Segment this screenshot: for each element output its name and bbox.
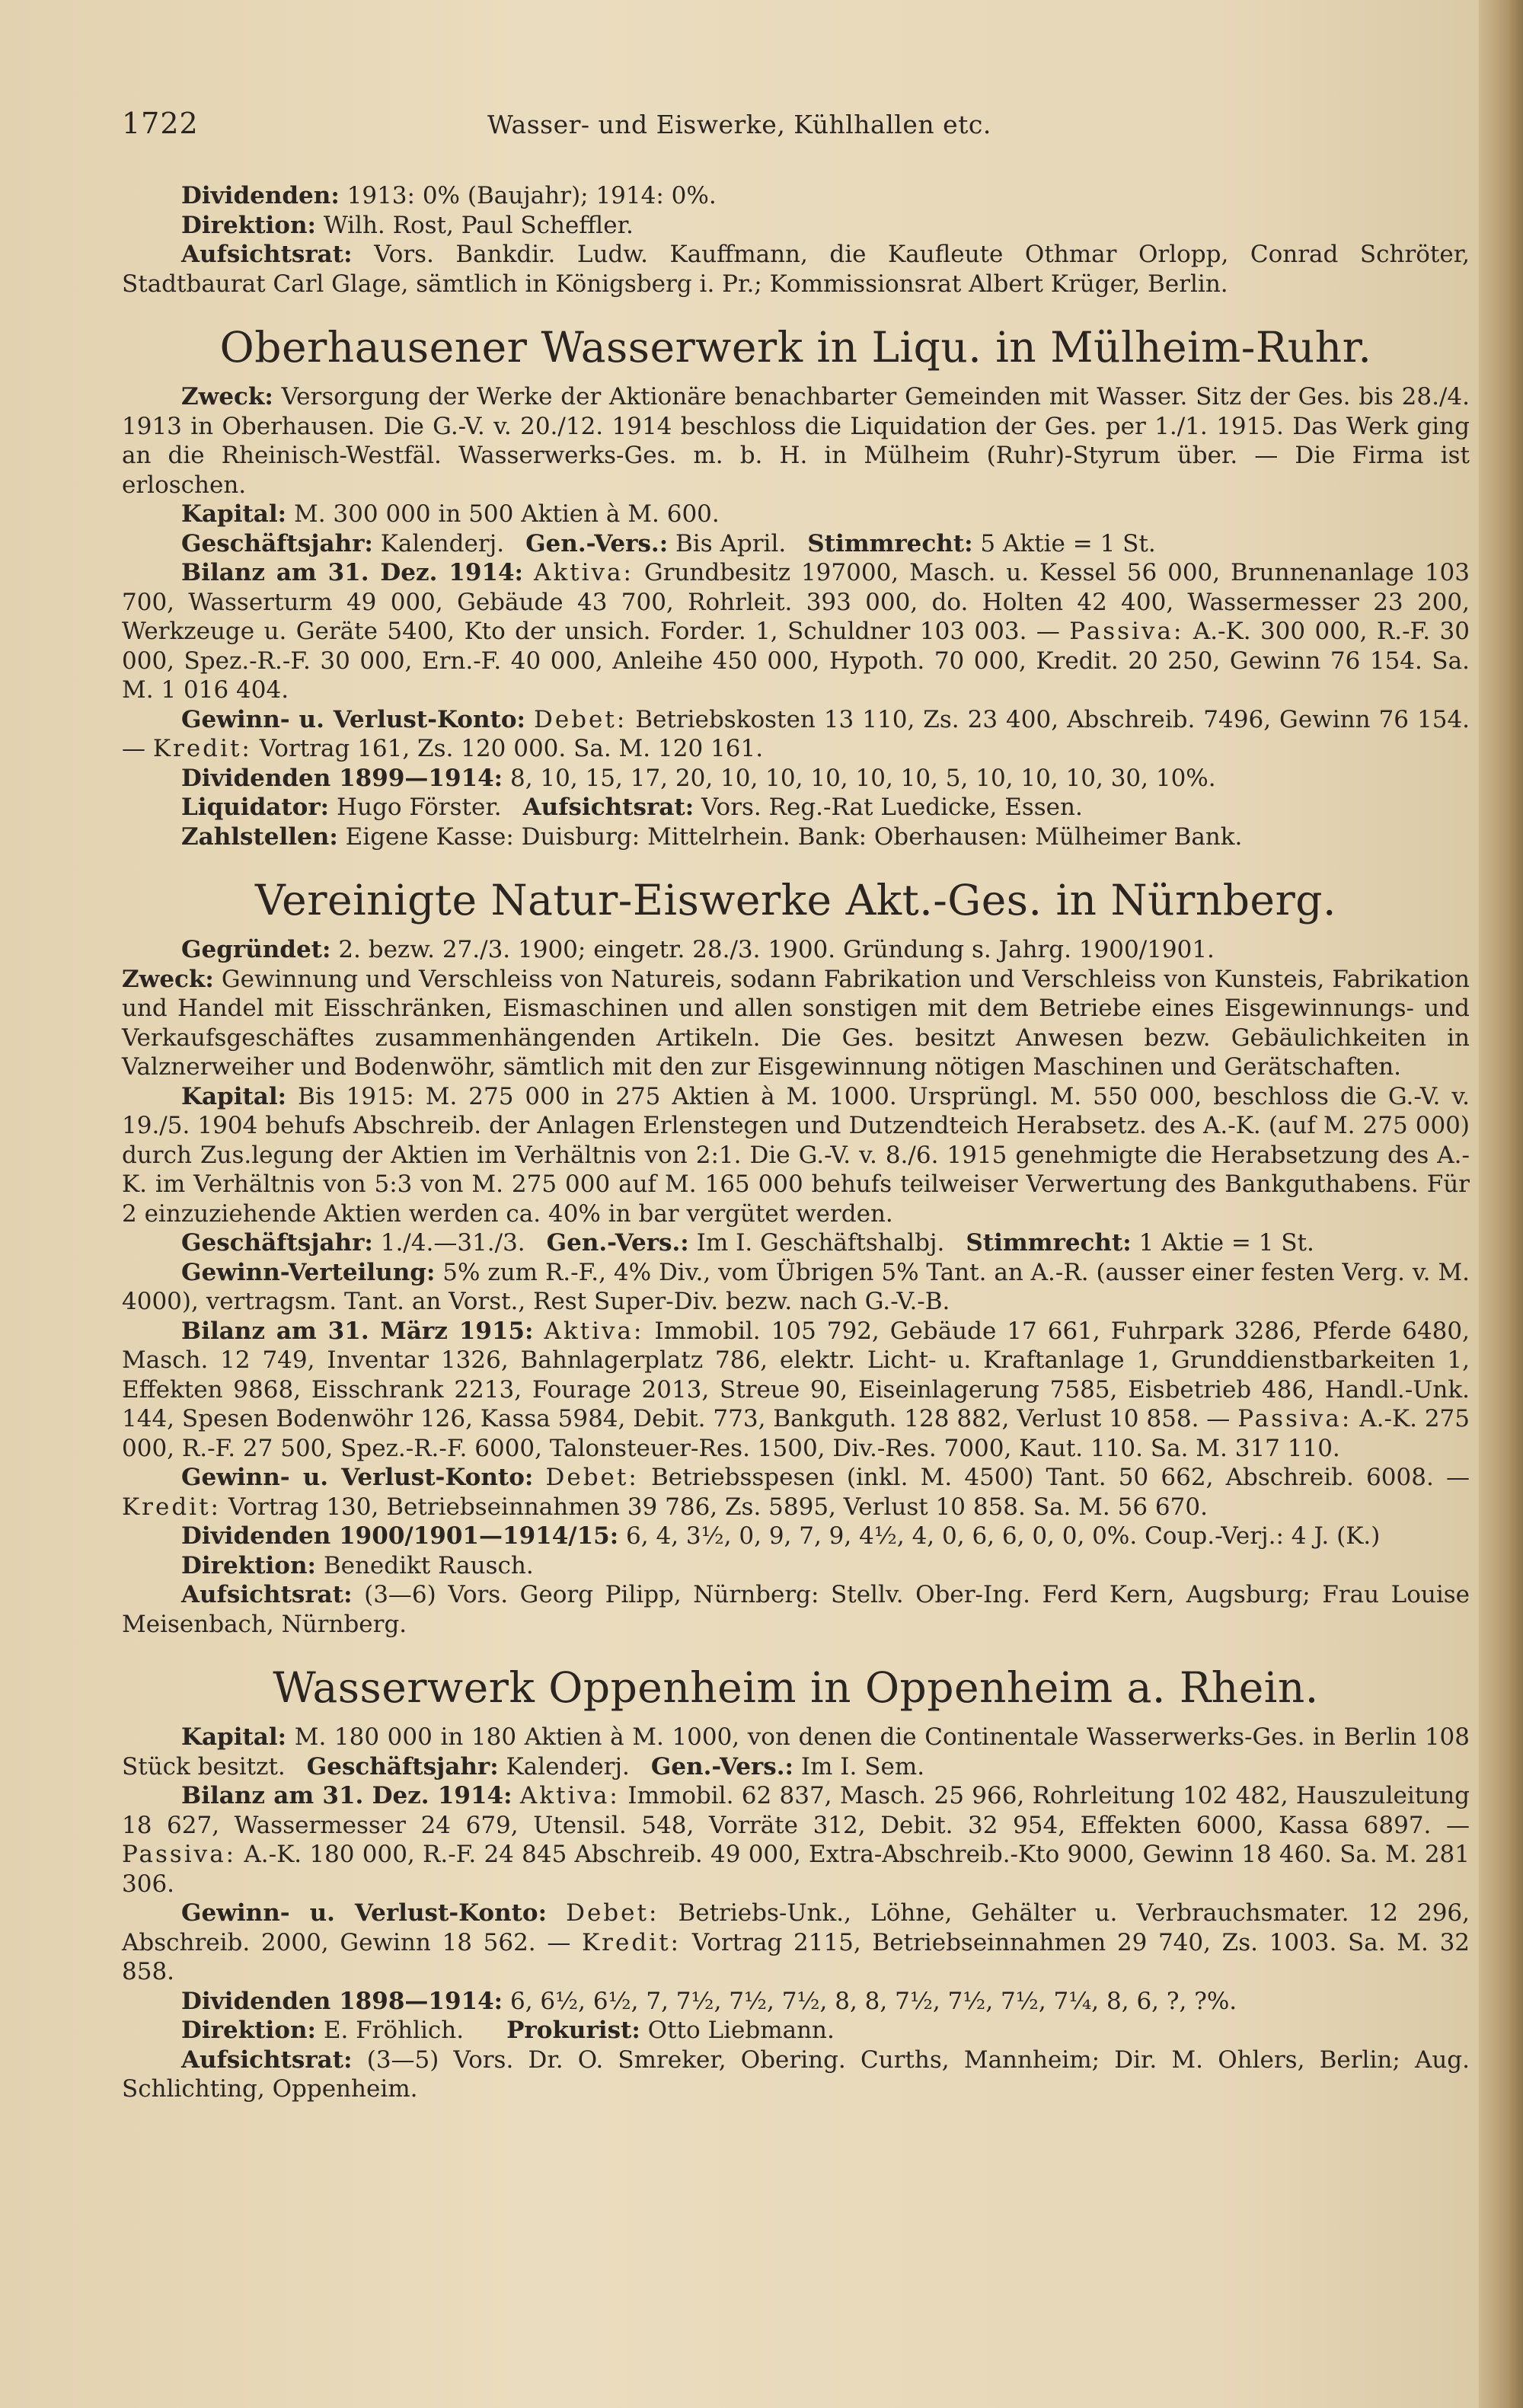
purpose-line [122, 965, 1470, 1082]
section-oberhausener [122, 320, 1470, 851]
capital-line [122, 1082, 1470, 1229]
board-label: Direktion: [181, 2017, 316, 2044]
profit-loss-line [122, 705, 1470, 764]
purpose-text: Versorgung der Werke der Aktionäre benachbarter Gemeinden mit Wasser. Sitz der Ges. bis 28./4. 1913 in Oberhausen. Die G.-V. v. 20./12. 1914 beschloss die Liquidation der Ges. per 1./1. 1915. Das Werk ging an die Rheinisch-Westfäl. Wasserwerks-Ges. m. b. H. in Mülheim (Ruhr)-Styrum über. — Die Firma ist erloschen. [122, 383, 1470, 499]
assets-text: Grundbesitz 197000, Masch. u. Kessel 56 000, Brunnenanlage 103 700, Wasserturm 49 000, Gebäude 43 700, Rohrleit. 393 000, do. Holten 42 400, Wassermesser 23 200, Werkzeuge u. Geräte 5400, Kto der unsich. Forder. 1, Schuldner 103 003. — [122, 559, 1470, 645]
page-number: 1722 [122, 107, 199, 140]
voting-label: Stimmrecht: [807, 529, 973, 557]
book-edge-shadow [1479, 0, 1523, 2408]
founded-text: 2. bezw. 27./3. 1900; eingetr. 28./3. 1900. Gründung s. Jahrg. 1900/1901. [338, 936, 1215, 963]
liquidator-label: Liquidator: [181, 794, 330, 821]
founded-line [122, 935, 1470, 965]
assets-text: Immobil. 105 792, Gebäude 17 661, Fuhrpark 3286, Pferde 6480, Masch. 12 749, Inventar 1326, Bahnlagerplatz 786, elektr. Licht- u. Kraftanlage 1, Grunddienstbarkeiten 1, Effekten 9868, Eisschrank 2213, Fourage 2013, Streue 90, Eiseinlagerung 7585, Eisbetrieb 486, Handl.-Unk. 144, Spesen Bodenwöhr 126, Kassa 5984, Debit. 773, Bankguth. 128 882, Verlust 10 858. — [122, 1317, 1470, 1432]
proxy-text: Otto Liebmann. [647, 2017, 835, 2044]
proxy-label: Prokurist: [506, 2017, 640, 2044]
capital-label: Kapital: [181, 1723, 287, 1751]
board-text: Benedikt Rausch. [323, 1551, 534, 1579]
credit-label: Kredit: [582, 1928, 681, 1956]
board-label: Direktion: [181, 1551, 316, 1579]
dividends-label: Dividenden: [181, 182, 340, 209]
board-label: Direktion: [181, 211, 316, 239]
dividends-label: Dividenden 1899—1914: [181, 764, 503, 792]
dividends-text: 6, 6½, 6½, 7, 7½, 7½, 7½, 8, 8, 7½, 7½, 7½, 7¼, 8, 6, ?, ?%. [509, 1987, 1237, 2015]
voting-text: 1 Aktie = 1 St. [1138, 1229, 1314, 1257]
dividends-label: Dividenden 1898—1914: [181, 1987, 503, 2015]
board-line [122, 1551, 1470, 1581]
credit-text: Vortrag 130, Betriebseinnahmen 39 786, Zs. 5895, Verlust 10 858. Sa. M. 56 670. [228, 1493, 1208, 1521]
assets-label: Aktiva: [519, 1782, 620, 1809]
voting-label: Stimmrecht: [966, 1229, 1132, 1257]
section-title: Oberhausener Wasserwerk in Liqu. in Mülheim-Ruhr. [219, 323, 1372, 372]
meeting-label: Gen.-Vers.: [546, 1229, 689, 1257]
balance-line [122, 1781, 1470, 1899]
board-line [122, 211, 1470, 241]
capital-line [122, 500, 1470, 529]
assets-label: Aktiva: [533, 559, 634, 586]
supervisory-line [122, 1580, 1470, 1639]
dividends-line [122, 181, 1470, 211]
debit-label: Debet: [566, 1899, 659, 1927]
dividends-line [122, 1987, 1470, 2017]
balance-line [122, 1317, 1470, 1464]
paying-agents-line [122, 822, 1470, 852]
purpose-label: Zweck: [181, 383, 273, 410]
debit-text: Betriebskosten 13 110, Zs. 23 400, Abschreib. 7496, Gewinn 76 154. — [122, 705, 1470, 762]
board-text: Wilh. Rost, Paul Scheffler. [323, 211, 634, 239]
assets-label: Aktiva: [544, 1317, 644, 1345]
purpose-text: Gewinnung und Verschleiss von Natureis, sodann Fabrikation und Verschleiss von Kunsteis, Fabrikation und Handel mit Eisschränken, Eismaschinen und allen sonstigen mit dem Betriebe eines Eisgewinnungs- und Verkaufsgeschäftes zusammenhängenden Artikeln. Die Ges. besitzt Anwesen bezw. Gebäulichkeiten in Valznerweiher und Bodenwöhr, sämtlich mit den zur Eisgewinnung nötigen Maschinen und Gerätschaften. [122, 965, 1470, 1081]
profit-loss-line [122, 1899, 1470, 1987]
supervisory-line [122, 2046, 1470, 2104]
liabilities-text: A.-K. 300 000, R.-F. 30 000, Spez.-R.-F. 30 000, Ern.-F. 40 000, Anleihe 450 000, Hypoth. 70 000, Kredit. 20 250, Gewinn 76 154. Sa. M. 1 016 404. [122, 618, 1470, 704]
debit-text: Betriebsspesen (inkl. M. 4500) Tant. 50 662, Abschreib. 6008. — [650, 1464, 1470, 1491]
section-natur-eiswerke [122, 873, 1470, 1639]
capital-label: Kapital: [181, 1082, 287, 1110]
credit-label: Kredit: [152, 735, 252, 762]
dividends-text: 6, 4, 3½, 0, 9, 7, 9, 4½, 4, 0, 6, 6, 0, 0, 0%. Coup.-Verj.: 4 J. (K.) [626, 1522, 1381, 1550]
assets-text: Immobil. 62 837, Masch. 25 966, Rohrleitung 102 482, Hauszuleitung 18 627, Wassermesser 24 679, Utensil. 548, Vorräte 312, Debit. 32 954, Effekten 6000, Kassa 6897. — [122, 1782, 1470, 1839]
board-line [122, 2016, 1470, 2046]
meeting-label: Gen.-Vers.: [650, 1752, 793, 1780]
liquidator-text: Hugo Förster. [336, 794, 502, 821]
fiscal-text: Kalenderj. [380, 529, 505, 557]
liabilities-label: Passiva: [1069, 618, 1184, 645]
supervisory-line [122, 240, 1470, 299]
fiscal-label: Geschäftsjahr: [306, 1752, 499, 1780]
paying-agents-text: Eigene Kasse: Duisburg: Mittelrhein. Bank: Oberhausen: Mülheimer Bank. [345, 822, 1243, 851]
purpose-label: Zweck: [122, 965, 214, 993]
dividends-text: 8, 10, 15, 17, 20, 10, 10, 10, 10, 10, 5, 10, 10, 10, 30, 10%. [509, 764, 1216, 792]
capital-text: M. 300 000 in 500 Aktien à M. 600. [293, 500, 720, 528]
supervisory-text: (3—5) Vors. Dr. O. Smreker, Obering. Curths, Mannheim; Dir. M. Ohlers, Berlin; Aug. Schlichting, Oppenheim. [122, 2046, 1470, 2103]
capital-text: Bis 1915: M. 275 000 in 275 Aktien à M. 1000. Ursprüngl. M. 550 000, beschloss die G.-V. v. 19./5. 1904 behufs Abschreib. der Anlagen Erlenstegen und Dutzendteich Herabsetz. des A.-K. (auf M. 275 000) durch Zus.legung der Aktien im Verhältnis von 2:1. Die G.-V. v. 8./6. 1915 genehmigte die Herabsetzung des A.-K. im Verhältnis von 5:3 von M. 275 000 auf M. 165 000 behufs teilweiser Verwertung des Bankguthabens. Für 2 einzuziehende Aktien werden ca. 40% in bar vergütet werden. [122, 1082, 1470, 1228]
credit-label: Kredit: [122, 1493, 221, 1521]
supervisory-text: Vors. Reg.-Rat Luedicke, Essen. [701, 794, 1083, 821]
profit-loss-label: Gewinn- u. Verlust-Konto: [181, 705, 525, 733]
fiscal-line [122, 529, 1470, 559]
purpose-line [122, 382, 1470, 500]
meeting-label: Gen.-Vers.: [525, 529, 669, 557]
supervisory-label: Aufsichtsrat: [181, 241, 353, 268]
meeting-text: Im I. Sem. [800, 1752, 925, 1780]
founded-label: Gegründet: [181, 936, 331, 963]
profit-loss-label: Gewinn- u. Verlust-Konto: [181, 1899, 548, 1927]
section-oppenheim [122, 1660, 1470, 2104]
liquidator-line [122, 793, 1470, 822]
supervisory-label: Aufsichtsrat: [181, 1581, 353, 1608]
debit-label: Debet: [533, 705, 627, 733]
supervisory-text: Vors. Bankdir. Ludw. Kauffmann, die Kaufleute Othmar Orlopp, Conrad Schröter, Stadtbaurat Carl Glage, sämtlich in Königsberg i. Pr.; Kommissionsrat Albert Krüger, Berlin. [122, 241, 1470, 298]
profit-distribution-text: 5% zum R.-F., 4% Div., vom Übrigen 5% Tant. an A.-R. (ausser einer festen Verg. v. M. 4000), vertragsm. Tant. an Vorst., Rest Super-Div. bezw. nach G.-V.-B. [122, 1258, 1470, 1315]
liabilities-text: A.-K. 180 000, R.-F. 24 845 Abschreib. 49 000, Extra-Abschreib.-Kto 9000, Gewinn 18 460. Sa. M. 281 306. [122, 1841, 1470, 1898]
meeting-text: Bis April. [675, 529, 787, 557]
fiscal-text: Kalenderj. [506, 1752, 630, 1780]
supervisory-text: (3—6) Vors. Georg Pilipp, Nürnberg: Stellv. Ober-Ing. Ferd Kern, Augsburg; Frau Louise Meisenbach, Nürnberg. [122, 1581, 1470, 1638]
balance-label: Bilanz am 31. März 1915: [181, 1317, 534, 1345]
profit-distribution-line [122, 1258, 1470, 1317]
fiscal-label: Geschäftsjahr: [181, 1229, 373, 1257]
section-title: Vereinigte Natur-Eiswerke Akt.-Ges. in Nürnberg. [255, 876, 1336, 925]
debit-text: Betriebs-Unk., Löhne, Gehälter u. Verbrauchsmater. 12 296, Abschreib. 2000, Gewinn 18 562. — [122, 1899, 1470, 1956]
fiscal-line [122, 1228, 1470, 1258]
liabilities-label: Passiva: [122, 1841, 237, 1868]
page-content [122, 107, 1470, 2104]
capital-line [122, 1723, 1470, 1781]
balance-line [122, 558, 1470, 705]
profit-distribution-label: Gewinn-Verteilung: [181, 1258, 436, 1286]
dividends-line [122, 1522, 1470, 1551]
capital-label: Kapital: [181, 500, 287, 528]
paying-agents-label: Zahlstellen: [181, 822, 338, 851]
debit-label: Debet: [545, 1464, 639, 1491]
page-header [122, 107, 1470, 152]
section-title: Wasserwerk Oppenheim in Oppenheim a. Rhein. [273, 1663, 1319, 1712]
supervisory-label: Aufsichtsrat: [181, 2046, 353, 2074]
credit-text: Vortrag 161, Zs. 120 000. Sa. M. 120 161. [259, 735, 764, 762]
meeting-text: Im I. Geschäftshalbj. [696, 1229, 945, 1257]
balance-label: Bilanz am 31. Dez. 1914: [181, 1782, 512, 1809]
balance-label: Bilanz am 31. Dez. 1914: [181, 559, 523, 586]
profit-loss-label: Gewinn- u. Verlust-Konto: [181, 1464, 534, 1491]
liabilities-label: Passiva: [1237, 1405, 1352, 1432]
profit-loss-line [122, 1463, 1470, 1522]
dividends-line [122, 764, 1470, 794]
running-head: Wasser- und Eiswerke, Kühlhallen etc. [487, 110, 991, 139]
credit-text: Vortrag 2115, Betriebseinnahmen 29 740, Zs. 1003. Sa. M. 32 858. [122, 1928, 1470, 1985]
section-continuation [122, 181, 1470, 299]
liabilities-text: A.-K. 275 000, R.-F. 27 500, Spez.-R.-F. 6000, Talonsteuer-Res. 1500, Div.-Res. 7000, Kaut. 110. Sa. M. 317 110. [122, 1405, 1470, 1462]
fiscal-text: 1./4.—31./3. [380, 1229, 525, 1257]
dividends-label: Dividenden 1900/1901—1914/15: [181, 1522, 619, 1550]
supervisory-label: Aufsichtsrat: [522, 794, 694, 821]
voting-text: 5 Aktie = 1 St. [980, 529, 1156, 557]
dividends-text: 1913: 0% (Baujahr); 1914: 0%. [346, 182, 717, 209]
fiscal-label: Geschäftsjahr: [181, 529, 373, 557]
board-text: E. Fröhlich. [323, 2017, 465, 2044]
capital-text: M. 180 000 in 180 Aktien à M. 1000, von denen die Continentale Wasserwerks-Ges. in Berlin 108 Stück besitzt. [122, 1723, 1470, 1780]
